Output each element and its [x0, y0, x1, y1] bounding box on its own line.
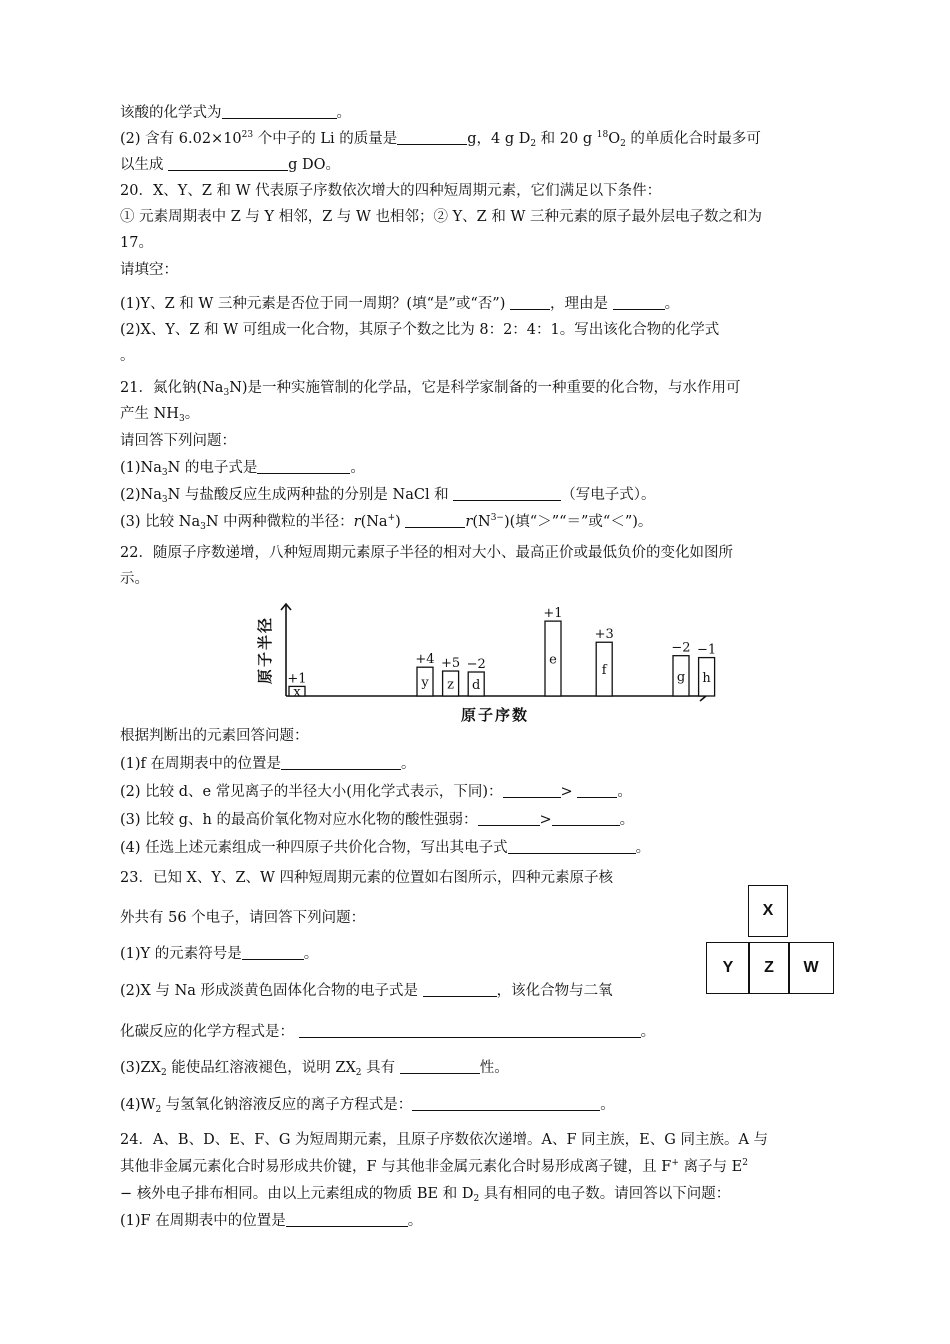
element-position-grid — [706, 885, 834, 995]
bar-label-x: x — [293, 685, 301, 701]
q22-part2: (2) 比较 d、e 常见离子的半径大小(用化学式表示，下同)： > 。 — [120, 784, 632, 800]
answer-blank[interactable] — [168, 155, 288, 171]
valence-label-z: +5 — [441, 656, 461, 672]
q23-part1: (1)Y 的元素符号是 。 — [120, 946, 319, 962]
q22-stem-2: 示。 — [120, 571, 149, 587]
answer-blank[interactable] — [257, 458, 350, 474]
q21-part1: $(1)Na_3N$ 的电子式是 。 — [120, 460, 365, 478]
q20-stem-1: 20．X、Y、Z 和 W 代表原子序数依次增大的四种短周期元素，它们满足以下条件： — [120, 183, 662, 199]
q23-part3: $(3)ZX_2$ 能使品红溶液褪色，说明 $ZX_2$ 具有 性。 — [120, 1060, 509, 1078]
answer-blank[interactable] — [423, 981, 497, 997]
answer-blank[interactable] — [405, 512, 465, 528]
answer-blank[interactable] — [412, 1095, 600, 1111]
y-axis-label: 原子半径 — [256, 615, 274, 685]
q20-part2-end: 。 — [120, 348, 135, 364]
q24-part1: (1)F 在周期表中的位置是 。 — [120, 1213, 423, 1229]
valence-label-d: −2 — [466, 657, 486, 672]
valence-label-x: +1 — [287, 671, 307, 687]
bar-label-y: y — [421, 675, 429, 691]
answer-blank[interactable] — [552, 810, 620, 826]
answer-blank[interactable] — [286, 1211, 408, 1227]
answer-blank[interactable] — [299, 1022, 641, 1038]
answer-blank[interactable] — [613, 294, 665, 310]
q23-part2: (2)X 与 Na 形成淡黄色固体化合物的电子式是 ，该化合物与二氧 — [120, 983, 613, 999]
bar-label-d: d — [472, 678, 481, 693]
q21-ask: 请回答下列问题： — [120, 433, 236, 449]
atomic-radius-chart — [250, 598, 720, 728]
answer-blank[interactable] — [222, 103, 337, 119]
q22-part4: (4) 任选上述元素组成一种四原子共价化合物，写出其电子式 。 — [120, 840, 651, 856]
q23-part4: $(4)W_2$ 与氢氧化钠溶液反应的离子方程式是： 。 — [120, 1097, 615, 1115]
grid-cell-x: X — [748, 885, 788, 937]
answer-blank[interactable] — [508, 838, 636, 854]
answer-blank[interactable] — [577, 782, 617, 798]
q24-line2: 其他非金属元素化合时易形成共价键，F 与其他非金属元素化合时易形成离子键，且 F+ 离子与 $E^2$ — [120, 1158, 748, 1175]
q24-line1: 24．A、B、D、E、F、G 为短周期元素，且原子序数依次递增。A、F 同主族，E、G 同主族。A 与 — [120, 1132, 769, 1148]
q20-stem-3: 17。 — [120, 235, 153, 251]
q22-after: 根据判断出的元素回答问题： — [120, 728, 309, 744]
grid-cell-z: Z — [748, 942, 790, 994]
answer-blank[interactable] — [242, 944, 304, 960]
answer-blank[interactable] — [478, 810, 540, 826]
q23-stem-2: 外共有 56 个电子，请回答下列问题： — [120, 910, 366, 926]
q24-line3: − 核外电子排布相同。由以上元素组成的物质 BE 和 $D_2$ 具有相同的电子数。请回答以下问题： — [120, 1186, 731, 1204]
answer-blank[interactable] — [281, 754, 401, 770]
q23-part2-cont: 化碳反应的化学方程式是： 。 — [120, 1024, 656, 1040]
q19-line1: 该酸的化学式为 。 — [120, 105, 351, 121]
x-axis-label: 原子序数 — [460, 706, 530, 724]
q20-fill-label: 请填空： — [120, 262, 178, 278]
valence-label-e: +1 — [543, 606, 563, 622]
valence-label-f: +3 — [594, 627, 614, 643]
bar-label-e: e — [549, 652, 557, 668]
q19-line3: 以生成 g DO。 — [120, 157, 341, 173]
q20-part1: (1)Y、Z 和 W 三种元素是否位于同一周期？(填“是”或“否”) ，理由是 。 — [120, 296, 680, 312]
answer-blank[interactable] — [510, 294, 550, 310]
q20-stem-2: ① 元素周期表中 Z 与 Y 相邻，Z 与 W 也相邻；② Y、Z 和 W 三种元素的原子最外层电子数之和为 — [120, 209, 762, 225]
q19-line2: (2) 含有 $6.02\times 10^{23}$ 个中子的 Li 的质量是 g，4 g $D_2$ 和 20 g $^{18}O_2$ 的单质化合时最多可 — [120, 130, 761, 149]
q21-stem-1: 21．氮化钠$(Na_3N)$是一种实施管制的化学品，它是科学家制备的一种重要的化合物，与水作用可 — [120, 380, 741, 398]
q22-stem-1: 22．随原子序数递增，八种短周期元素原子半径的相对大小、最高正价或最低负价的变化如图所 — [120, 545, 733, 561]
valence-label-y: +4 — [415, 652, 435, 668]
answer-blank[interactable] — [400, 1058, 480, 1074]
q23-stem-1: 23．已知 X、Y、Z、W 四种短周期元素的位置如右图所示，四种元素原子核 — [120, 870, 614, 886]
answer-blank[interactable] — [453, 485, 561, 501]
valence-label-h: −1 — [697, 642, 717, 658]
q21-stem-2: 产生 $NH_3$。 — [120, 406, 200, 424]
bar-label-h: h — [702, 670, 711, 686]
answer-blank[interactable] — [397, 129, 467, 145]
bar-label-f: f — [601, 663, 607, 679]
q22-part1: (1)f 在周期表中的位置是 。 — [120, 756, 416, 772]
grid-cell-y: Y — [706, 942, 750, 994]
q22-part3: (3) 比较 g、h 的最高价氧化物对应水化物的酸性强弱： > 。 — [120, 812, 635, 828]
answer-blank[interactable] — [503, 782, 561, 798]
q21-part2: $(2)Na_3N$ 与盐酸反应生成两种盐的分别是 NaCl 和 （写电子式）。 — [120, 487, 656, 505]
bar-label-g: g — [676, 669, 686, 685]
bar-label-z: z — [447, 677, 455, 693]
valence-label-g: −2 — [671, 640, 691, 656]
grid-cell-w: W — [788, 942, 834, 994]
q21-part3: (3) 比较 $Na_3N$ 中两种微粒的半径：r(Na+) $r(N^{3-})$(填“＞”“＝”或“＜”)。 — [120, 513, 653, 532]
q20-part2: (2)X、Y、Z 和 W 可组成一化合物，其原子个数之比为 8：2：4：1。写出该化合物的化学式 — [120, 322, 720, 338]
